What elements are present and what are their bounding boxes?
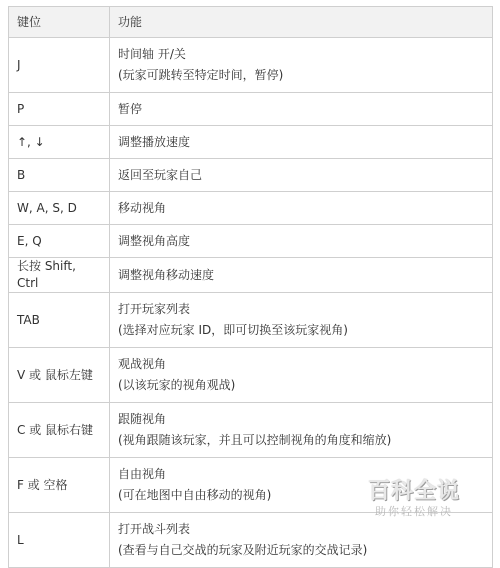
function-cell [110, 348, 493, 403]
function-cell [110, 38, 493, 93]
key-cell: C 或 鼠标右键 [9, 403, 110, 458]
table-row [9, 159, 493, 192]
function-cell [110, 293, 493, 348]
table-row [9, 458, 493, 513]
function-description: (选择对应玩家 ID，即可切换至该玩家视角) [118, 323, 348, 337]
function-cell [110, 403, 493, 458]
watermark-subtitle: 助你轻松解决 [374, 505, 453, 518]
key-bindings-table [8, 6, 493, 568]
function-description: (以该玩家的视角观战) [118, 378, 236, 392]
header-key: 键位 [9, 7, 110, 38]
table-row [9, 513, 493, 568]
function-cell: 调整视角高度 [110, 225, 493, 258]
table-row [9, 38, 493, 93]
function-label: 跟随视角 [118, 412, 167, 426]
table-header-row [9, 7, 493, 38]
table-row [9, 348, 493, 403]
function-description: (玩家可跳转至特定时间，暂停) [118, 68, 284, 82]
table-row [9, 293, 493, 348]
key-cell: L [9, 513, 110, 568]
key-cell: ↑, ↓ [9, 126, 110, 159]
key-cell: J [9, 38, 110, 93]
watermark-title: 百科全说 [367, 479, 460, 504]
key-cell: V 或 鼠标左键 [9, 348, 110, 403]
key-cell: P [9, 93, 110, 126]
function-cell: 调整播放速度 [110, 126, 493, 159]
function-cell: 暂停 [110, 93, 493, 126]
function-description: (可在地图中自由移动的视角) [118, 488, 272, 502]
function-cell [110, 513, 493, 568]
key-cell: E, Q [9, 225, 110, 258]
table-row [9, 403, 493, 458]
function-label: 自由视角 [118, 467, 167, 481]
function-cell [110, 458, 493, 513]
table-row [9, 258, 493, 293]
table-row [9, 192, 493, 225]
function-label: 时间轴 开/关 [118, 47, 186, 61]
table-row [9, 126, 493, 159]
key-cell: W, A, S, D [9, 192, 110, 225]
function-description: (查看与自己交战的玩家及附近玩家的交战记录) [118, 543, 368, 557]
function-label: 观战视角 [118, 357, 167, 371]
function-cell: 调整视角移动速度 [110, 258, 493, 293]
key-cell: TAB [9, 293, 110, 348]
function-cell: 返回至玩家自己 [110, 159, 493, 192]
function-cell: 移动视角 [110, 192, 493, 225]
function-label: 打开战斗列表 [118, 522, 191, 536]
function-label: 打开玩家列表 [118, 302, 191, 316]
header-function: 功能 [110, 7, 493, 38]
table-row [9, 93, 493, 126]
function-description: (视角跟随该玩家，并且可以控制视角的角度和缩放) [118, 433, 392, 447]
table-row [9, 225, 493, 258]
key-cell: 长按 Shift, Ctrl [9, 258, 110, 293]
key-cell: B [9, 159, 110, 192]
key-cell: F 或 空格 [9, 458, 110, 513]
